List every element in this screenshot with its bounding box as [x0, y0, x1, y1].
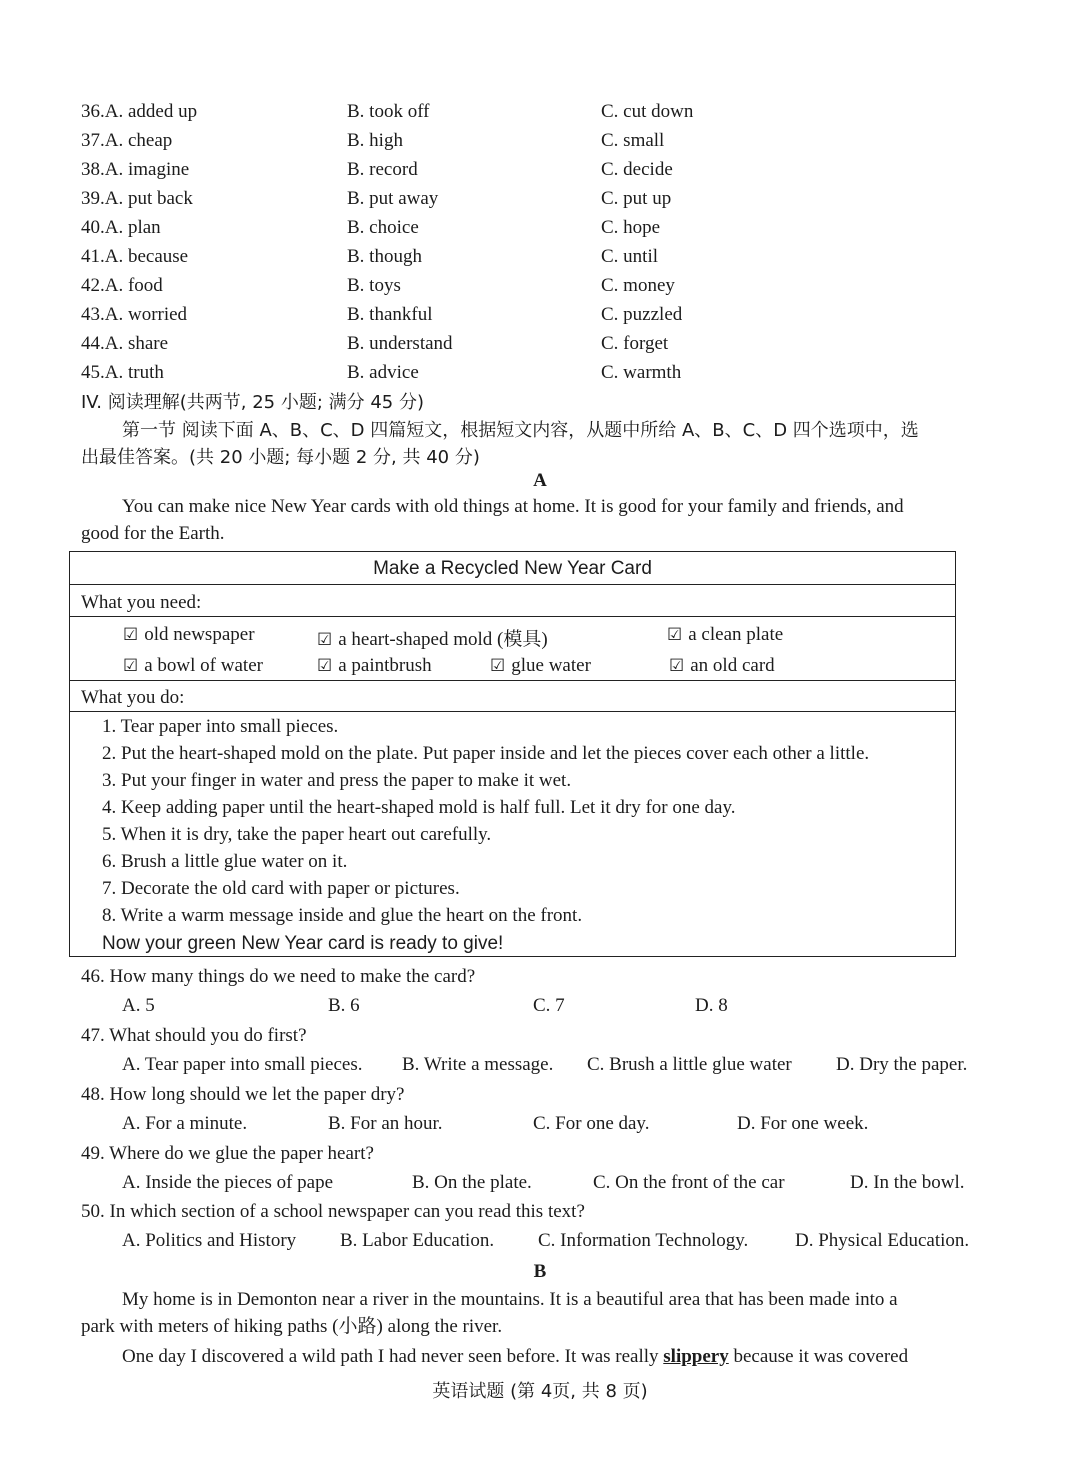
- step-item: 8. Write a warm message inside and glue the heart on the front.: [102, 905, 583, 926]
- passage-text: My home is in Demonton near a river in the mountains. It is a beautiful area that has been made into a: [122, 1289, 898, 1310]
- option-row: [0, 130, 1080, 152]
- answer-option: D. Dry the paper.: [836, 1054, 968, 1075]
- divider: [70, 584, 955, 585]
- need-item: ☑ a bowl of water: [123, 655, 263, 676]
- option-c: C. forget: [601, 333, 669, 354]
- option-c: C. cut down: [601, 101, 694, 122]
- option-c: C. decide: [601, 159, 673, 180]
- option-a: 44.A. share: [81, 333, 169, 354]
- answer-option: C. For one day.: [533, 1113, 650, 1134]
- option-c: C. money: [601, 275, 675, 296]
- option-b: B. high: [347, 130, 403, 151]
- need-item: ☑ old newspaper: [123, 624, 255, 645]
- answer-option: C. Brush a little glue water: [587, 1054, 792, 1075]
- option-a: 40.A. plan: [81, 217, 161, 238]
- answer-option: B. On the plate.: [412, 1172, 532, 1193]
- need-item: ☑ an old card: [669, 655, 775, 676]
- option-b: B. understand: [347, 333, 453, 354]
- option-a: 38.A. imagine: [81, 159, 190, 180]
- option-b: B. choice: [347, 217, 419, 238]
- option-row: [0, 217, 1080, 239]
- answer-option: A. 5: [122, 995, 155, 1016]
- question-stem: 49. Where do we glue the paper heart?: [81, 1143, 374, 1164]
- question-stem: 47. What should you do first?: [81, 1025, 307, 1046]
- answer-option: B. Labor Education.: [340, 1230, 495, 1251]
- option-c: C. put up: [601, 188, 672, 209]
- step-item: 5. When it is dry, take the paper heart out carefully.: [102, 824, 492, 845]
- checkbox-icon: ☑: [317, 656, 333, 676]
- divider: [70, 711, 955, 712]
- passage-text: One day I discovered a wild path I had never seen before. It was really slippery because it was covered: [122, 1346, 909, 1367]
- need-item: ☑ a clean plate: [667, 624, 784, 645]
- option-a: 42.A. food: [81, 275, 163, 296]
- step-item: 7. Decorate the old card with paper or pictures.: [102, 878, 460, 899]
- option-row: [0, 304, 1080, 326]
- section-heading: IV. 阅读理解(共两节, 25 小题; 满分 45 分): [81, 392, 424, 413]
- answer-option: D. Physical Education.: [795, 1230, 970, 1251]
- passage-text: You can make nice New Year cards with old things at home. It is good for your family and friends, and: [122, 496, 904, 517]
- answer-option: B. For an hour.: [328, 1113, 443, 1134]
- question-stem: 50. In which section of a school newspaper can you read this text?: [81, 1201, 585, 1222]
- answer-option: C. On the front of the car: [593, 1172, 785, 1193]
- need-label: What you need:: [81, 592, 202, 613]
- option-a: 36.A. added up: [81, 101, 198, 122]
- section-instruction: 第一节 阅读下面 A、B、C、D 四篇短文，根据短文内容，从题中所给 A、B、C、D 四个选项中，选: [122, 420, 919, 441]
- answer-option: A. Politics and History: [122, 1230, 297, 1251]
- answer-option: C. Information Technology.: [538, 1230, 749, 1251]
- instruction-card: [69, 551, 956, 957]
- option-c: C. warmth: [601, 362, 682, 383]
- need-item: ☑ a heart-shaped mold (模具): [317, 629, 548, 650]
- passage-letter: A: [533, 470, 547, 491]
- option-row: [0, 362, 1080, 384]
- divider: [70, 616, 955, 617]
- answer-option: A. Tear paper into small pieces.: [122, 1054, 363, 1075]
- option-a: 41.A. because: [81, 246, 189, 267]
- divider: [70, 680, 955, 681]
- question-stem: 46. How many things do we need to make the card?: [81, 966, 476, 987]
- option-b: B. advice: [347, 362, 419, 383]
- option-c: C. puzzled: [601, 304, 683, 325]
- passage-text: good for the Earth.: [81, 523, 225, 544]
- need-item: ☑ glue water: [490, 655, 591, 676]
- option-b: B. record: [347, 159, 418, 180]
- card-closing: Now your green New Year card is ready to give!: [102, 933, 504, 954]
- answer-option: B. 6: [328, 995, 360, 1016]
- checkbox-icon: ☑: [667, 625, 683, 645]
- step-item: 2. Put the heart-shaped mold on the plate. Put paper inside and let the pieces cover each other a little.: [102, 743, 870, 764]
- do-label: What you do:: [81, 687, 185, 708]
- checkbox-icon: ☑: [123, 656, 139, 676]
- question-stem: 48. How long should we let the paper dry?: [81, 1084, 405, 1105]
- step-item: 3. Put your finger in water and press the paper to make it wet.: [102, 770, 572, 791]
- answer-option: A. Inside the pieces of pape: [122, 1172, 334, 1193]
- section-instruction: 出最佳答案。(共 20 小题; 每小题 2 分, 共 40 分): [81, 447, 480, 468]
- option-b: B. toys: [347, 275, 401, 296]
- option-a: 43.A. worried: [81, 304, 188, 325]
- option-c: C. until: [601, 246, 659, 267]
- need-item: ☑ a paintbrush: [317, 655, 432, 676]
- checkbox-icon: ☑: [490, 656, 506, 676]
- checkbox-icon: ☑: [669, 656, 685, 676]
- answer-option: D. For one week.: [737, 1113, 869, 1134]
- option-b: B. thankful: [347, 304, 433, 325]
- answer-option: D. In the bowl.: [850, 1172, 965, 1193]
- option-c: C. hope: [601, 217, 661, 238]
- option-b: B. though: [347, 246, 422, 267]
- option-a: 45.A. truth: [81, 362, 164, 383]
- option-b: B. took off: [347, 101, 430, 122]
- passage-text: park with meters of hiking paths (小路) along the river.: [81, 1316, 503, 1337]
- card-title: Make a Recycled New Year Card: [373, 558, 652, 579]
- step-item: 4. Keep adding paper until the heart-shaped mold is half full. Let it dry for one day.: [102, 797, 736, 818]
- answer-option: A. For a minute.: [122, 1113, 248, 1134]
- page-footer: 英语试题 (第 4页, 共 8 页): [432, 1381, 648, 1402]
- option-a: 39.A. put back: [81, 188, 193, 209]
- step-item: 1. Tear paper into small pieces.: [102, 716, 339, 737]
- option-b: B. put away: [347, 188, 439, 209]
- option-row: [0, 246, 1080, 268]
- vocab-keyword: slippery: [663, 1346, 729, 1367]
- option-row: [0, 159, 1080, 181]
- checkbox-icon: ☑: [317, 630, 333, 650]
- answer-option: B. Write a message.: [402, 1054, 554, 1075]
- option-row: [0, 188, 1080, 210]
- step-item: 6. Brush a little glue water on it.: [102, 851, 348, 872]
- option-row: [0, 101, 1080, 123]
- option-row: [0, 333, 1080, 355]
- passage-letter: B: [533, 1261, 547, 1282]
- option-row: [0, 275, 1080, 297]
- checkbox-icon: ☑: [123, 625, 139, 645]
- answer-option: D. 8: [695, 995, 728, 1016]
- option-a: 37.A. cheap: [81, 130, 173, 151]
- answer-option: C. 7: [533, 995, 565, 1016]
- option-c: C. small: [601, 130, 665, 151]
